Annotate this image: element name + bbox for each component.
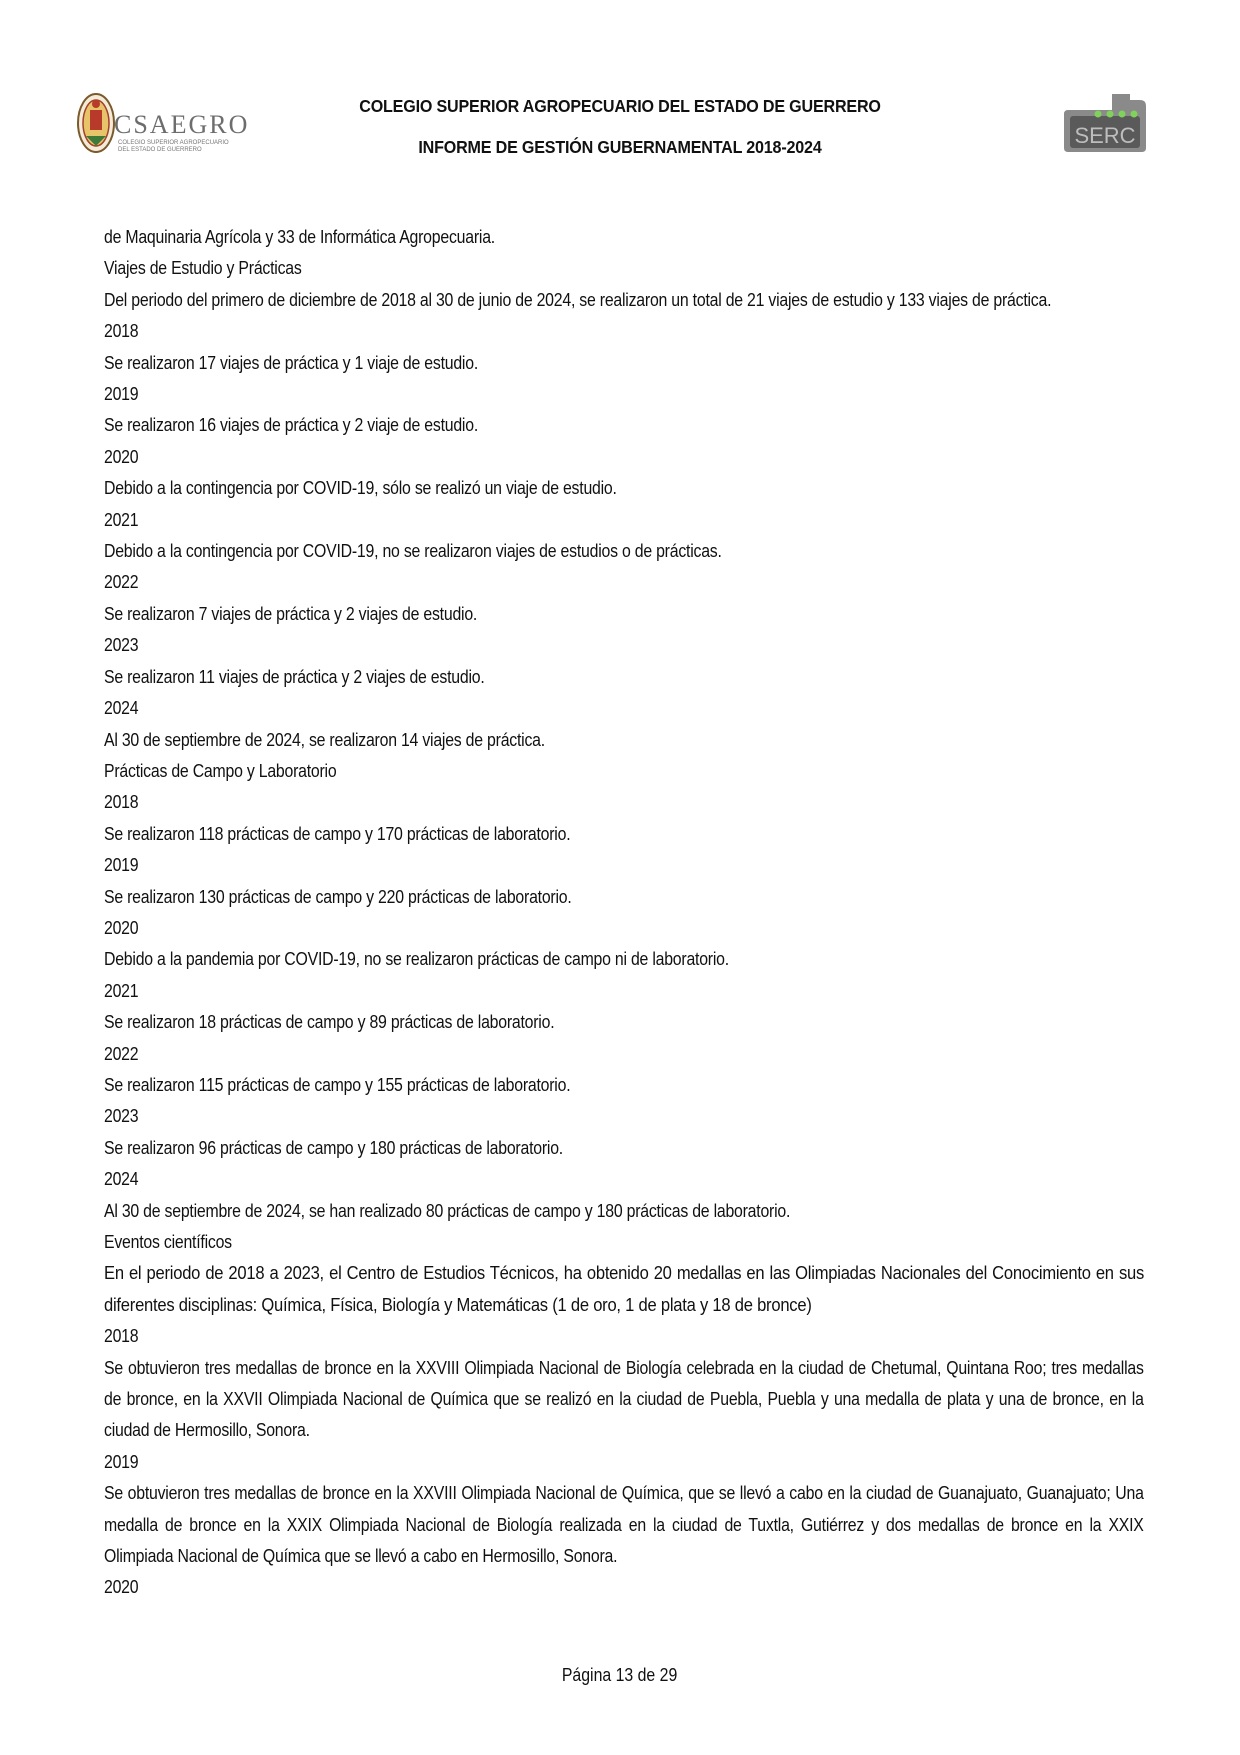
year-label: 2018 [104, 792, 139, 813]
body-line: Se realizaron 115 prácticas de campo y 155 prácticas de laboratorio. [104, 1074, 571, 1095]
body-line: de Maquinaria Agrícola y 33 de Informática Agropecuaria. [104, 227, 495, 247]
year-label: 2021 [104, 509, 139, 530]
csaegro-logo [76, 92, 256, 158]
csaegro-shield-icon [76, 92, 116, 154]
year-label: 2024 [104, 1169, 139, 1190]
body-line: Al 30 de septiembre de 2024, se realizaron 14 viajes de práctica. [104, 729, 545, 750]
body-paragraph: Se obtuvieron tres medallas de bronce en la XXVIII Olimpiada Nacional de Química, que se llevó a cabo en la ciudad de Guanajuato, Guanajuato; Una medalla de bronce en la XXIX Olimpiada Nacional de Biología realizada en la ciudad de Tuxtla, Gutiérrez y dos medallas de bronce en la XXIX Olimpiada Nacional de Química que se llevó a cabo en Hermosillo, Sonora. [104, 1483, 1144, 1567]
body-paragraph: Del periodo del primero de diciembre de 2018 al 30 de junio de 2024, se realizaron un total de 21 viajes de estudio y 133 viajes de práctica. [104, 289, 1052, 310]
year-label: 2022 [104, 1043, 139, 1064]
csaegro-logo-subtitle: COLEGIO SUPERIOR AGROPECUARIO [118, 140, 229, 146]
page-number: Página 13 de 29 [562, 1665, 678, 1685]
section-heading: Prácticas de Campo y Laboratorio [104, 760, 337, 781]
body-line: Se realizaron 96 prácticas de campo y 180 prácticas de laboratorio. [104, 1137, 563, 1158]
serc-logo [1060, 90, 1150, 156]
body-line: Debido a la pandemia por COVID-19, no se realizaron prácticas de campo ni de laboratorio. [104, 949, 729, 970]
body-paragraph: Se obtuvieron tres medallas de bronce en la XXVIII Olimpiada Nacional de Biología celebrada en la ciudad de Chetumal, Quintana Roo; tres medallas de bronce, en la XXVII Olimpiada Nacional de Química que se realizó en la ciudad de Puebla, Puebla y una medalla de plata y una de bronce, en la ciudad de Hermosillo, Sonora. [104, 1357, 1144, 1441]
body-line: Se realizaron 17 viajes de práctica y 1 viaje de estudio. [104, 352, 479, 373]
document-body [104, 222, 1144, 1604]
body-line: Al 30 de septiembre de 2024, se han realizado 80 prácticas de campo y 180 prácticas de laboratorio. [104, 1200, 791, 1221]
year-label: 2019 [104, 1451, 139, 1472]
year-label: 2018 [104, 321, 139, 342]
body-line: Se realizaron 18 prácticas de campo y 89 prácticas de laboratorio. [104, 1012, 555, 1033]
year-label: 2024 [104, 698, 139, 719]
body-line: Debido a la contingencia por COVID-19, sólo se realizó un viaje de estudio. [104, 478, 617, 499]
body-line: Debido a la contingencia por COVID-19, no se realizaron viajes de estudios o de prácticas. [104, 541, 722, 562]
page-header [0, 0, 1240, 190]
year-label: 2023 [104, 1106, 139, 1127]
serc-logo-text: SERC [1074, 123, 1136, 148]
body-line: Se realizaron 7 viajes de práctica y 2 viajes de estudio. [104, 603, 478, 624]
year-label: 2020 [104, 917, 139, 938]
serc-chip-icon [1060, 90, 1150, 156]
body-line: Se realizaron 118 prácticas de campo y 170 prácticas de laboratorio. [104, 823, 571, 844]
year-label: 2019 [104, 384, 139, 405]
year-label: 2020 [104, 1577, 139, 1598]
header-subtitle: INFORME DE GESTIÓN GUBERNAMENTAL 2018-2024 [418, 137, 822, 157]
year-label: 2020 [104, 446, 139, 467]
year-label: 2019 [104, 855, 139, 876]
body-line: Se realizaron 130 prácticas de campo y 220 prácticas de laboratorio. [104, 886, 572, 907]
section-heading: Eventos científicos [104, 1232, 232, 1252]
body-line: Se realizaron 16 viajes de práctica y 2 viaje de estudio. [104, 415, 479, 436]
year-label: 2023 [104, 635, 139, 656]
section-heading: Viajes de Estudio y Prácticas [104, 258, 302, 279]
body-line: Se realizaron 11 viajes de práctica y 2 viajes de estudio. [104, 666, 485, 687]
page-footer [0, 1665, 1240, 1686]
body-paragraph: En el periodo de 2018 a 2023, el Centro de Estudios Técnicos, ha obtenido 20 medallas en las Olimpiadas Nacionales del Conocimiento en sus diferentes disciplinas: Química, Física, Biología y Matemáticas (1 de oro, 1 de plata y 18 de bronce) [104, 1263, 1145, 1315]
header-title: COLEGIO SUPERIOR AGROPECUARIO DEL ESTADO DE GUERRERO [359, 96, 881, 116]
year-label: 2021 [104, 980, 139, 1001]
year-label: 2018 [104, 1326, 139, 1347]
year-label: 2022 [104, 572, 139, 593]
csaegro-logo-subtitle: DEL ESTADO DE GUERRERO [118, 147, 202, 153]
csaegro-logo-text: CSAEGRO [114, 110, 250, 139]
